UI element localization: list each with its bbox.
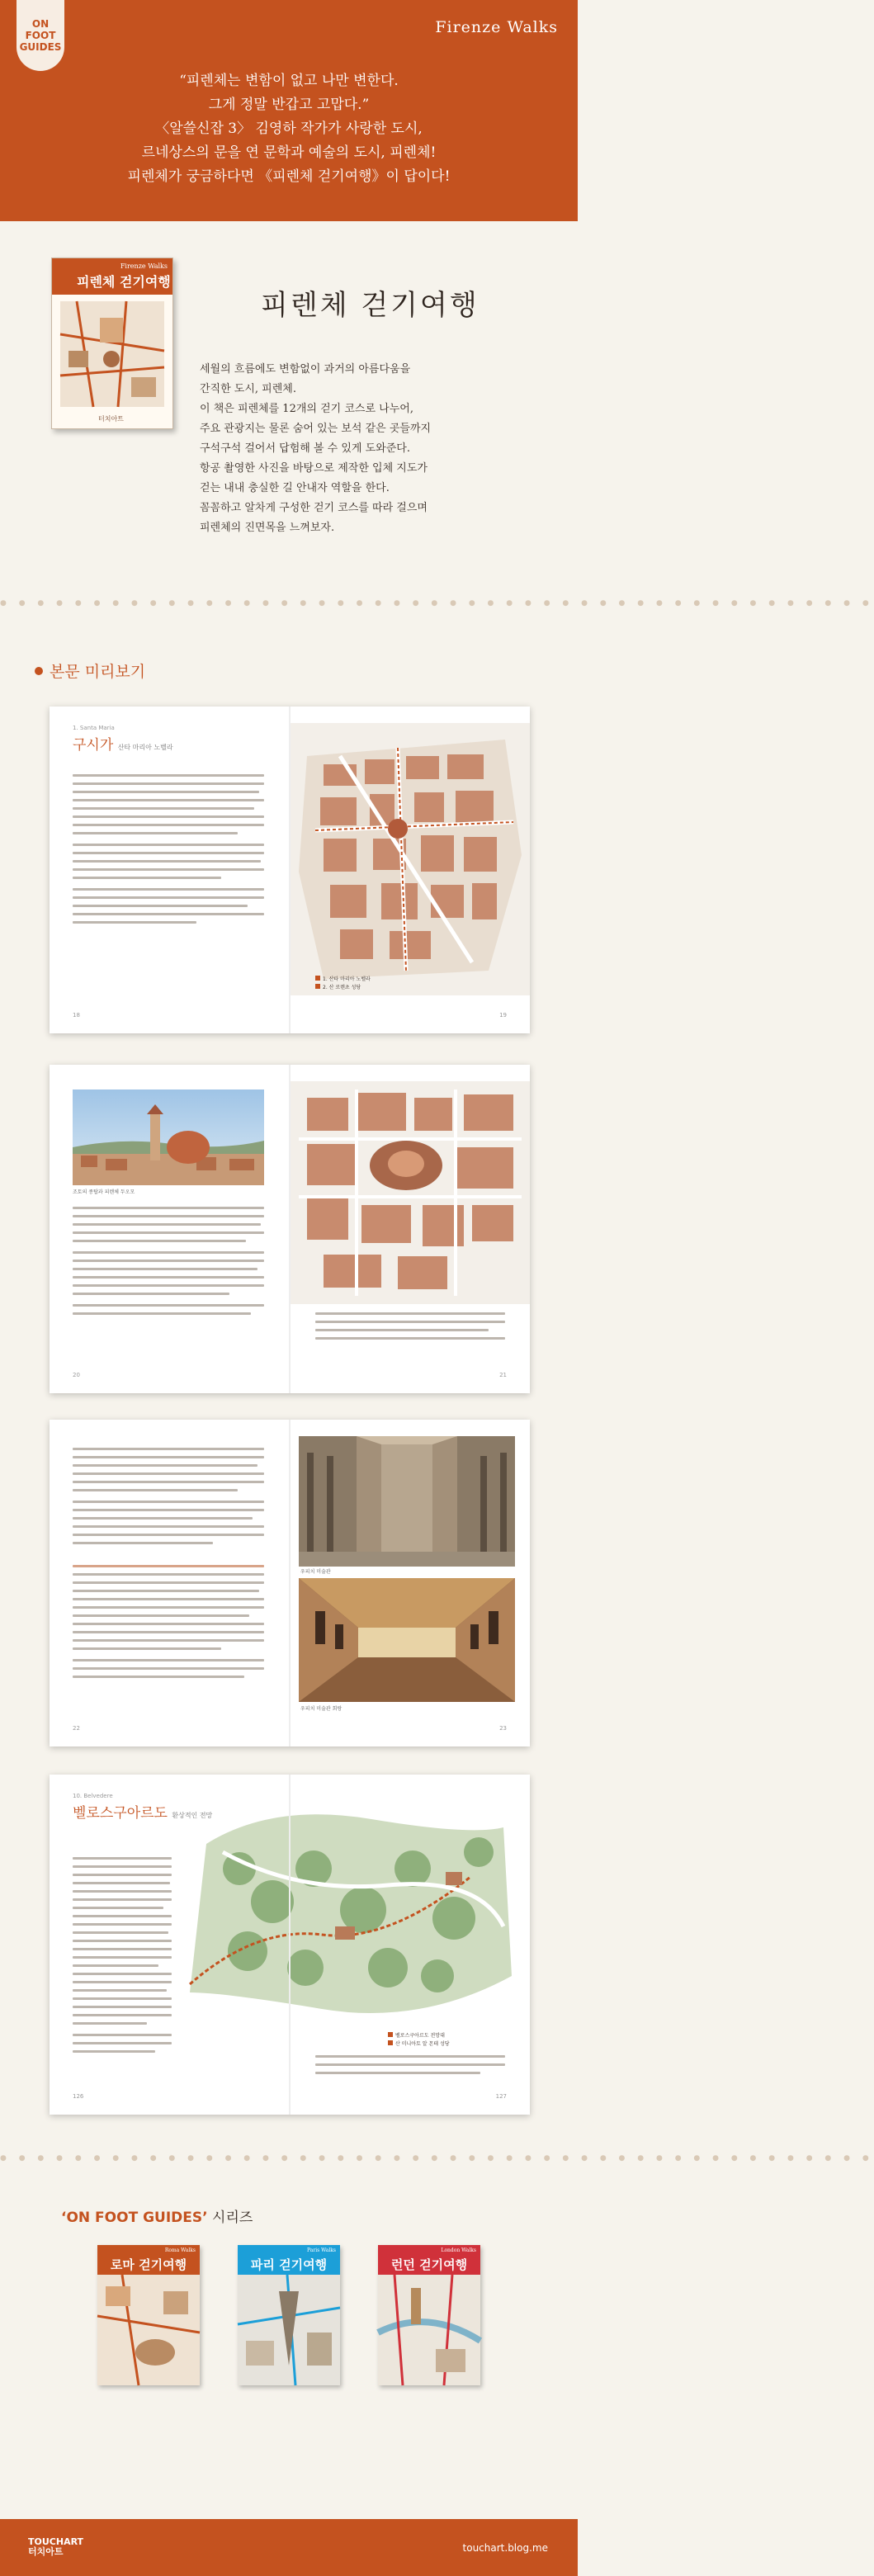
text-line (73, 1581, 264, 1584)
spread-subtitle: 산타 마리아 노벨라 (117, 744, 173, 751)
text-line (73, 2014, 172, 2016)
text-line (73, 1215, 264, 1217)
series-book-brand: London Walks (441, 2248, 476, 2253)
text-line (73, 877, 221, 879)
book-cover-map (60, 301, 164, 407)
quote-line: 르네상스의 문을 연 문학과 예술의 도시, 피렌체! (141, 144, 437, 161)
text-line (73, 1631, 264, 1633)
city-map (291, 723, 530, 995)
text-line (315, 1321, 505, 1323)
intro-line: 세월의 흐름에도 변함없이 과거의 아름다움을 (200, 363, 411, 376)
logo-line: 터치아트 (28, 2546, 64, 2557)
intro-line: 간직한 도시, 피렌체. (200, 383, 296, 395)
quote-line: 그게 정말 반갑고 고맙다.” (208, 97, 370, 113)
preview-spread-3 (50, 1420, 530, 1746)
text-line (73, 824, 264, 826)
spread-title (73, 733, 173, 754)
text-line (73, 1667, 264, 1670)
quote-line: 〈알쓸신잡 3〉 김영하 작가가 사랑한 도시, (155, 121, 423, 137)
text-line (73, 1251, 264, 1254)
text-line (73, 1865, 172, 1868)
spread-title-text: 벨로스구아르도 (73, 1805, 168, 1822)
text-line (73, 1509, 264, 1511)
intro-line: 구석구석 걸어서 답험해 볼 수 있게 도와준다. (200, 442, 410, 455)
intro-title: 피렌체 걷기여행 (261, 289, 480, 322)
spread-page-left (50, 1065, 289, 1393)
text-line (73, 1931, 168, 1934)
legend-item (388, 2040, 450, 2049)
text-line (73, 1481, 264, 1483)
text-line (73, 1890, 172, 1893)
text-line (73, 1973, 172, 1975)
text-line (73, 1489, 238, 1491)
text-line (73, 1882, 170, 1884)
legend-swatch (315, 976, 320, 981)
text-line (73, 1676, 244, 1678)
text-line (73, 2050, 155, 2053)
preview-spread-1 (50, 707, 530, 1033)
text-line (73, 832, 238, 834)
series-book-london (378, 2245, 480, 2385)
text-line (73, 1312, 251, 1315)
legend-swatch (388, 2032, 393, 2037)
text-line (315, 1337, 505, 1340)
text-line (73, 921, 196, 924)
badge-line: ON (31, 18, 50, 30)
hero-quote (0, 69, 578, 189)
intro-body (200, 360, 555, 538)
series-heading-suffix: 시리즈 (212, 2210, 253, 2226)
text-line (315, 2063, 505, 2066)
spread-page-right (291, 1420, 530, 1746)
section-label: 10. Belvedere (73, 1793, 113, 1799)
text-line (73, 1964, 158, 1967)
text-line (73, 1606, 264, 1609)
book-title: 피렌체 걷기여행 (77, 274, 171, 290)
text-line (73, 1293, 229, 1295)
text-line (73, 2034, 172, 2036)
intro-line: 꼼꼼하고 알차게 구성한 걷기 코스를 따라 걸으며 (200, 502, 428, 514)
text-line (73, 1874, 172, 1876)
footer-bar (0, 2519, 578, 2576)
legend-text: 벨로스구아르도 전망대 (395, 2033, 445, 2039)
spread-page-left (50, 707, 289, 1033)
text-line (73, 1448, 264, 1450)
text-line (73, 815, 264, 818)
preview-spread-2 (50, 1065, 530, 1393)
intro-line: 이 책은 피렌체를 12개의 걷기 코스로 나누어, (200, 403, 413, 415)
badge-line: GUIDES (19, 41, 62, 53)
text-line (315, 1312, 505, 1315)
corridor-photo (299, 1578, 515, 1702)
series-heading (61, 2205, 253, 2226)
spread-subtitle: 환상적인 전망 (172, 1812, 213, 1819)
text-line (73, 807, 254, 810)
text-line (73, 1534, 264, 1536)
series-book-map (238, 2275, 340, 2385)
text-line (73, 1857, 172, 1860)
brand-title: Firenze Walks (435, 18, 558, 36)
series-book-title: 파리 걷기여행 (250, 2257, 328, 2272)
page-number: 23 (499, 1725, 507, 1732)
preview-heading (35, 659, 145, 682)
legend-swatch (388, 2040, 393, 2045)
text-line (73, 1997, 172, 2000)
text-line (73, 860, 261, 863)
text-line (73, 782, 264, 785)
text-line (73, 1525, 264, 1528)
text-line (73, 1989, 167, 1992)
logo-line: TOUCHART (28, 2536, 84, 2547)
text-line (73, 1284, 264, 1287)
text-line (73, 1240, 246, 1242)
text-line (73, 1623, 264, 1625)
legend-text: 1. 산타 마리아 노벨라 (323, 976, 371, 982)
blog-link[interactable]: touchart.blog.me (462, 2542, 548, 2554)
page-number: 21 (499, 1372, 507, 1378)
text-line (73, 1590, 259, 1592)
badge-line: FOOT (25, 30, 56, 41)
section-label: 1. Santa Maria (73, 725, 115, 731)
spread-page-left (50, 1420, 289, 1746)
text-line (73, 799, 264, 801)
series-book-title: 로마 걷기여행 (110, 2257, 187, 2272)
photo-caption: 우피치 미술관 (300, 1569, 331, 1575)
text-line (73, 1260, 264, 1262)
book-cover (51, 258, 173, 429)
series-book-band (97, 2245, 200, 2275)
text-line (73, 1573, 264, 1576)
spread-page-right (291, 1065, 530, 1393)
bullet-icon (35, 667, 43, 675)
text-line (73, 1207, 264, 1209)
series-book-paris (238, 2245, 340, 2385)
series-heading-prefix: ‘ON FOOT GUIDES’ (61, 2210, 208, 2226)
text-line (73, 1472, 264, 1475)
city-map (291, 1081, 530, 1304)
legend-item (315, 976, 371, 984)
page-number: 126 (73, 2093, 84, 2100)
text-line (73, 2022, 147, 2025)
series-book-band (378, 2245, 480, 2275)
text-line (73, 1231, 264, 1234)
quote-line: “피렌체는 변함이 없고 나만 변한다. (179, 73, 399, 89)
text-line (73, 1223, 261, 1226)
text-line (73, 913, 264, 915)
hero-banner (0, 0, 578, 221)
preview-heading-text: 본문 미리보기 (50, 663, 146, 681)
dotted-divider: ● ● ● ● ● ● ● ● ● ● ● ● ● ● ● ● ● ● ● ● ● ● ● ● ● ● ● ● ● ● ● ● ● ● ● ● ● ● ● ● ● ● ● ● ● ● ● (0, 2154, 874, 2162)
touchart-logo (28, 2537, 83, 2557)
legend-text: 2. 산 로렌초 성당 (323, 985, 361, 990)
intro-line: 걷는 내내 충실한 길 안내자 역할을 한다. (200, 482, 390, 494)
photo-caption: 우피치 미술관 회랑 (300, 1706, 343, 1712)
series-book-band (238, 2245, 340, 2275)
page-number: 19 (499, 1012, 507, 1019)
legend-swatch (315, 984, 320, 989)
text-line (73, 1639, 264, 1642)
text-line (73, 1276, 264, 1279)
book-cover-band (52, 258, 172, 295)
text-line (73, 1647, 221, 1650)
photo-caption: 조토의 종탑과 피렌체 두오모 (73, 1189, 135, 1195)
text-line (73, 1464, 257, 1467)
text-line (315, 2072, 480, 2074)
on-foot-guides-badge (17, 0, 64, 71)
text-line (73, 1948, 172, 1950)
dotted-divider: ● ● ● ● ● ● ● ● ● ● ● ● ● ● ● ● ● ● ● ● ● ● ● ● ● ● ● ● ● ● ● ● ● ● ● ● ● ● ● ● ● ● ● ● ● ● ● (0, 599, 874, 607)
text-line (73, 905, 248, 907)
map-legend (315, 976, 371, 992)
legend-text: 산 미니아토 알 몬테 성당 (395, 2041, 450, 2047)
intro-line: 항공 촬영한 사진을 바탕으로 제작한 입체 지도가 (200, 462, 428, 475)
text-line (73, 1542, 213, 1544)
series-book-brand: Paris Walks (307, 2248, 336, 2253)
page-number: 20 (73, 1372, 80, 1378)
spread-title-text: 구시가 (73, 737, 114, 754)
text-line (73, 2006, 172, 2008)
text-line (73, 868, 264, 871)
text-line (73, 791, 259, 793)
series-book-map (378, 2275, 480, 2385)
text-line (73, 1898, 172, 1901)
text-line (73, 844, 264, 846)
legend-item (315, 984, 371, 992)
text-line (73, 1981, 172, 1983)
text-line (73, 1915, 172, 1917)
duomo-photo (73, 1089, 264, 1185)
spread-page-right (291, 707, 530, 1033)
text-line (315, 1329, 489, 1331)
text-line (315, 2055, 505, 2058)
series-book-roma (97, 2245, 200, 2385)
text-line (73, 2042, 172, 2044)
text-line (73, 1304, 264, 1307)
series-book-map (97, 2275, 200, 2385)
text-line (73, 852, 264, 854)
text-line-highlight (73, 1565, 264, 1567)
preview-spread-4 (50, 1775, 530, 2115)
text-line (73, 1268, 257, 1270)
text-line (73, 888, 264, 891)
map-legend (388, 2032, 450, 2049)
park-map (173, 1794, 512, 2042)
book-publisher: 터치아트 (98, 415, 124, 423)
text-line (73, 896, 264, 899)
quote-line: 피렌체가 궁금하다면 《피렌체 걷기여행》이 답이다! (127, 168, 451, 185)
text-line (73, 1956, 172, 1959)
text-line (73, 1598, 264, 1600)
intro-line: 피렌체의 진면목을 느껴보자. (200, 522, 335, 534)
text-line (73, 1517, 253, 1520)
page-number: 18 (73, 1012, 80, 1019)
text-line (73, 1923, 172, 1926)
text-line (73, 1456, 264, 1458)
series-book-title: 런던 걷기여행 (390, 2257, 468, 2272)
text-line (73, 1501, 264, 1503)
page-number: 127 (495, 2093, 507, 2100)
book-brand: Firenze Walks (120, 262, 168, 270)
page-number: 22 (73, 1725, 80, 1732)
text-line (73, 1907, 163, 1909)
intro-line: 주요 관광지는 물론 숨어 있는 보석 같은 곳들까지 (200, 423, 432, 435)
uffizi-photo (299, 1436, 515, 1567)
text-line (73, 1940, 172, 1942)
text-line (73, 774, 264, 777)
series-book-brand: Roma Walks (164, 2248, 196, 2253)
text-line (73, 1659, 264, 1661)
text-line (73, 1614, 249, 1617)
legend-item (388, 2032, 450, 2040)
